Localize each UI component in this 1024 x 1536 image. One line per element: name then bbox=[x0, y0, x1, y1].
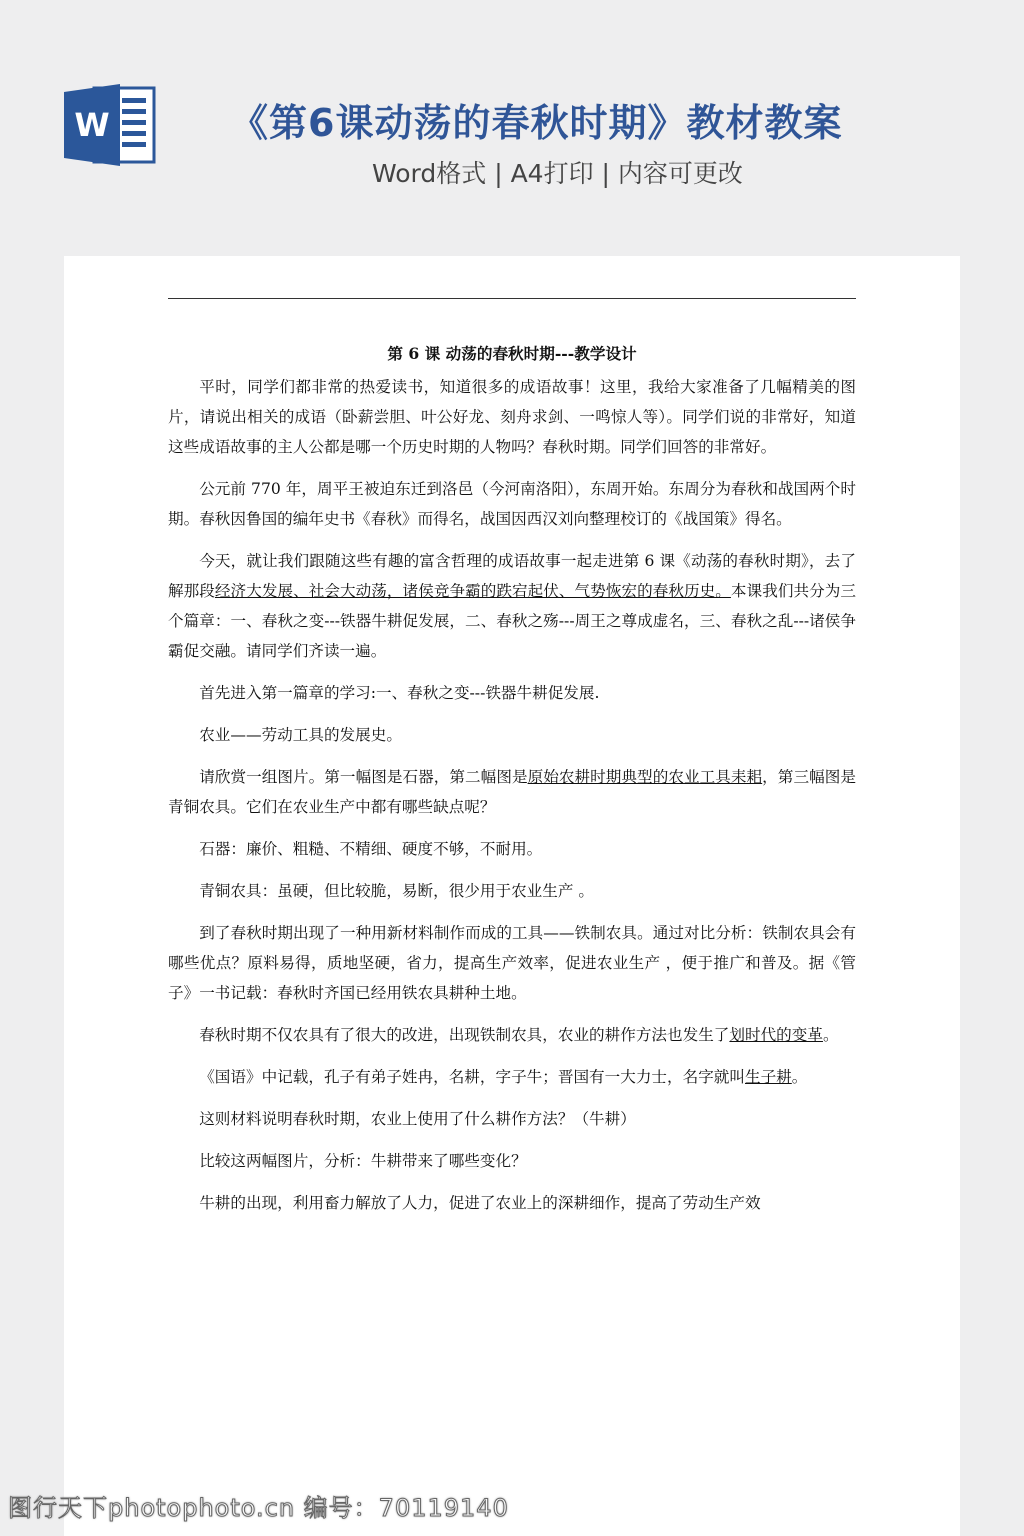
paragraph bbox=[168, 1146, 856, 1176]
paragraph-text: 青铜农具：虽硬，但比较脆，易断，很少用于农业生产 。 bbox=[199, 882, 594, 900]
paragraph-text: 这则材料说明春秋时期，农业上使用了什么耕作方法？（牛耕） bbox=[199, 1110, 636, 1128]
paragraph bbox=[168, 762, 856, 822]
paragraph bbox=[168, 834, 856, 864]
paragraph-text: 平时，同学们都非常的热爱读书，知道很多的成语故事！这里，我给大家准备了几幅精美的图片，请说出相关的成语（卧薪尝胆、叶公好龙、刻舟求剑、一鸣惊人等）。同学们说的非常好，知道这些成语故事的主人公都是哪一个历史时期的人物吗？春秋时期。同学们回答的非常好。 bbox=[168, 378, 856, 456]
paragraph bbox=[168, 1020, 856, 1050]
paragraph bbox=[168, 876, 856, 906]
paragraph bbox=[168, 372, 856, 462]
word-document-icon bbox=[64, 84, 156, 166]
underlined-text: 生子耕 bbox=[744, 1068, 792, 1086]
page-subtitle: Word格式 | A4打印 | 内容可更改 bbox=[372, 159, 743, 188]
document-title: 第 6 课 动荡的春秋时期---教学设计 bbox=[387, 344, 637, 363]
underlined-text: 经济大发展、社会大动荡，诸侯竞争霸的跌宕起伏、气势恢宏的春秋历史。 bbox=[214, 582, 731, 600]
underlined-text: 划时代的变革 bbox=[729, 1026, 823, 1044]
paragraph-text: 《国语》中记载，孔子有弟子姓冉，名耕，字子牛；晋国有一大力士，名字就叫 bbox=[199, 1068, 745, 1086]
svg-text:W: W bbox=[74, 106, 110, 144]
paragraph bbox=[168, 678, 856, 708]
document-body bbox=[168, 340, 856, 1230]
document-page bbox=[64, 256, 960, 1536]
paragraph-text: ，第三幅图是青铜农具。它们在农业生产中都有哪些缺点呢？ bbox=[168, 768, 856, 816]
watermark-text: 图行天下photophoto.cn 编号：70119140 bbox=[8, 1494, 509, 1522]
header bbox=[0, 0, 1024, 255]
paragraph bbox=[168, 1104, 856, 1134]
paragraph-text: 。 bbox=[791, 1068, 808, 1086]
paragraph bbox=[168, 546, 856, 666]
header-rule bbox=[168, 298, 856, 299]
paragraph-list bbox=[168, 372, 856, 1218]
page-title: 《第6课动荡的春秋时期》教材教案 bbox=[230, 101, 843, 145]
paragraph bbox=[168, 1062, 856, 1092]
paragraph-text: 。 bbox=[822, 1026, 839, 1044]
paragraph-text: 农业——劳动工具的发展史。 bbox=[199, 726, 402, 744]
paragraph-text: 请欣赏一组图片。第一幅图是石器，第二幅图是 bbox=[199, 768, 528, 786]
paragraph-text: 牛耕的出现，利用畜力解放了人力，促进了农业上的深耕细作，提高了劳动生产效 bbox=[199, 1194, 761, 1212]
paragraph bbox=[168, 1188, 856, 1218]
paragraph-text: 首先进入第一篇章的学习:一、春秋之变---铁器牛耕促发展. bbox=[199, 684, 600, 702]
paragraph-text: 石器：廉价、粗糙、不精细、硬度不够，不耐用。 bbox=[199, 840, 543, 858]
paragraph bbox=[168, 918, 856, 1008]
paragraph-text: 到了春秋时期出现了一种用新材料制作而成的工具——铁制农具。通过对比分析：铁制农具会有哪些优点？原料易得，质地坚硬，省力，提高生产效率，促进农业生产 ，便于推广和普及。据《管子》一书记载：春秋时齐国已经用铁农具耕种土地。 bbox=[168, 924, 856, 1002]
paragraph bbox=[168, 474, 856, 534]
paragraph-text: 本课我们共分为三个篇章：一、春秋之变---铁器牛耕促发展，二、春秋之殇---周王之尊成虚名，三、春秋之乱---诸侯争霸促交融。请同学们齐读一遍。 bbox=[168, 582, 856, 660]
paragraph-text: 春秋时期不仅农具有了很大的改进，出现铁制农具，农业的耕作方法也发生了 bbox=[199, 1026, 730, 1044]
paragraph bbox=[168, 720, 856, 750]
paragraph-text: 今天，就让我们跟随这些有趣的富含哲理的成语故事一起走进第 6 课《动荡的春秋时期》，去了解那段 bbox=[168, 552, 856, 600]
underlined-text: 原始农耕时期典型的农业工具耒耜 bbox=[527, 768, 763, 786]
paragraph-text: 比较这两幅图片，分析：牛耕带来了哪些变化？ bbox=[199, 1152, 527, 1170]
paragraph-text: 公元前 770 年，周平王被迫东迁到洛邑（今河南洛阳），东周开始。东周分为春秋和战国两个时期。春秋因鲁国的编年史书《春秋》而得名，战国因西汉刘向整理校订的《战国策》得名。 bbox=[168, 480, 856, 528]
